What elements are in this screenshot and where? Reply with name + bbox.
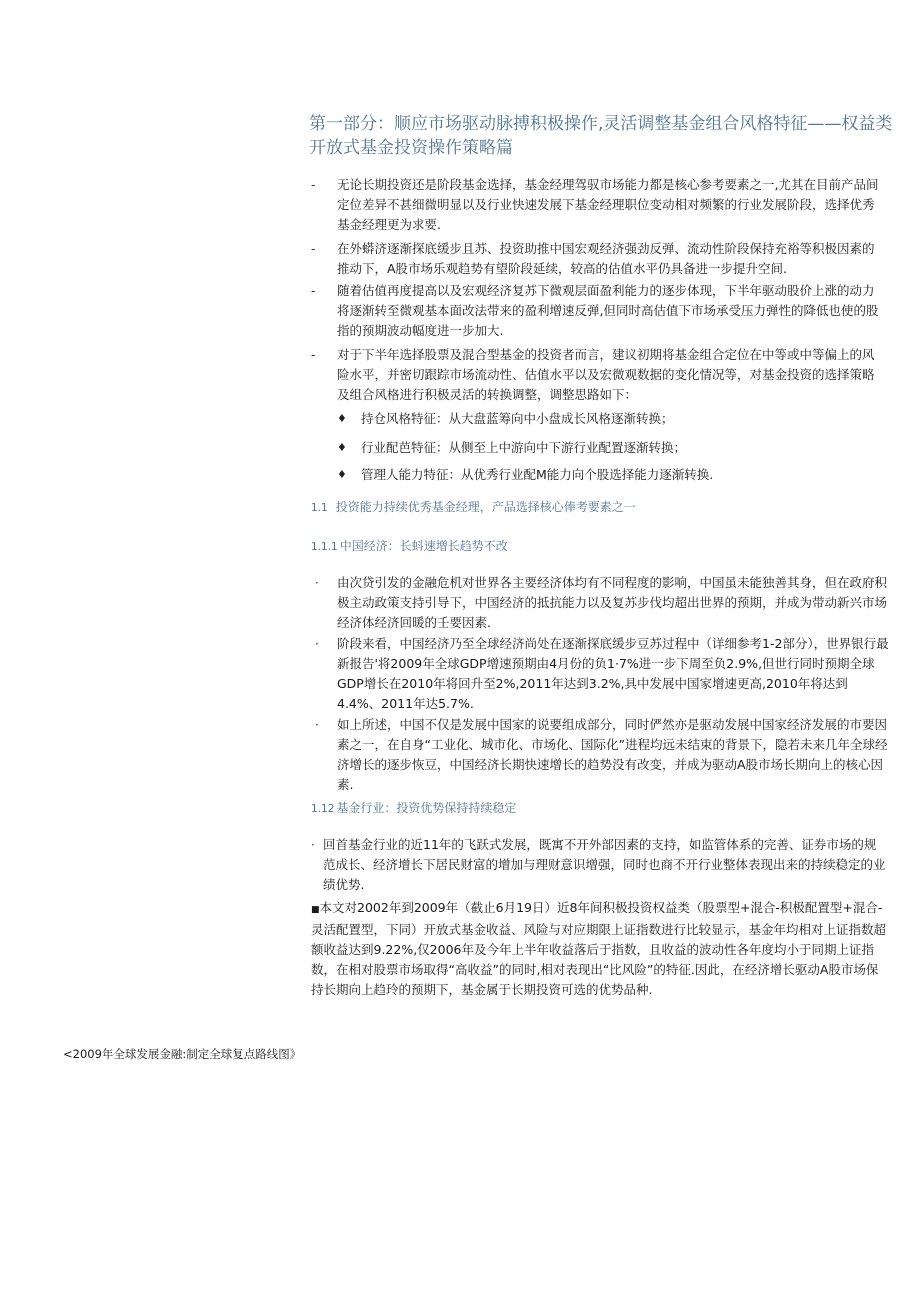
industry-paragraph: 回首基金行业的近11年的飞跃式发展，既寓不开外部因素的支持，如监管体系的完善、证券市场的规范成长、经济增长下居民财富的增加与理财意识增强，同时也商不开行业整体表现出来的持续稳定的业绩优势. <box>323 837 886 892</box>
square-bullet-icon: ■ <box>311 905 320 915</box>
diamond-bullet-icon: ♦ <box>337 441 347 454</box>
bullet-paragraph: 对于下半年选择股票及混合型基金的投资者而言，建议初期将基金组合定位在中等或中等偏上的风险水平，并密切跟踪市场流动性、估值水平以及宏微观数据的变化情况等，对基金投资的选择策略及组合风格进行积极灵活的转换调整，调整思路如下： <box>337 347 875 402</box>
bullet-marker: - <box>311 177 316 192</box>
bullet-marker: - <box>311 241 316 256</box>
industry-summary-text: 本文对2002年到2009年（截止6月19日）近8年间积极投资权益类（股票型+混合-积极配置型+混合-灵活配置型，下同）开放式基金收益、风险与对应期限上证指数进行比较显示，基金年均相对上证指数超额收益达到9.22%,仅2006年及今年上半年收益落后于指数，且收益的波动性各年度均小于同期上证指数，在相对股票市场取得“高收益”的同时,相对表现出“比风险”的特征.因此，在经济增长驱动A股市场保持长期向上趋玲的预期下，基金属于长期投资可选的优势品种. <box>311 900 887 997</box>
section-heading <box>311 498 636 517</box>
section-heading-text: 投资能力持续优秀基金经理，产品选择核心俸考要素之一 <box>335 500 636 514</box>
diamond-bullet-icon: ♦ <box>337 412 347 425</box>
footnote: <2009年全球发展金融:制定全球复点路线图》 <box>63 1047 302 1061</box>
bullet-marker: - <box>311 347 316 362</box>
bullet-paragraph: 随着估值再度提高以及宏观经济复苏下微观层面盈利能力的逐步体现，下半年驱动股价上涨的动力将逐渐转至微观基本面改法带来的盈利增速反弹,但同时高估值下市场承受压力弹性的降低也使的股指的预期波动幅度进一步加大. <box>337 283 879 338</box>
sub-item: 管理人能力特征：从优秀行业配M能力向个股选择能力逐渐转换. <box>361 467 714 482</box>
part-title: 第一部分：顺应市场驱动脉搏积极操作,灵活调整基金组合风格特征——权益类开放式基金投资操作策略篇 <box>309 114 893 158</box>
section-heading-text: 基金行业：投资优势保持持续稳定 <box>336 801 517 815</box>
dot-bullet-icon: · <box>315 576 319 590</box>
subsection-heading <box>311 799 516 818</box>
section-heading-text: 中国经济：长蚪速增长趋势不改 <box>339 539 508 553</box>
section-number: 1.12 <box>311 803 335 815</box>
dot-bullet-icon: · <box>315 637 319 651</box>
dot-bullet-icon: · <box>315 718 319 732</box>
bullet-paragraph: 在外蟒济逐渐探底缓步且苏、投资助推中国宏观经济强劲反弹、流动性阶段保持充裕等积极因素的推动下，A股市场乐观趋势有望阶段延续，较高的估值水平仍具备进一步提升空间. <box>337 241 875 276</box>
sub-item: 持仓风格特征：从大盘蓝筹向中小盘成长风格逐渐转换； <box>361 411 674 426</box>
economy-paragraph: 如上所述，中国不仅是发展中国家的说要组成部分，同时俨然亦是驱动发展中国家经济发展的市要因素之一，在自身“工业化、城市化、市场化、国际化”进程均远未结束的背景下，隐若未来几年全球经济增长的逐步恢豆，中国经济长期快速增长的趋势没有改变，并成为驱动A股市场长期向上的核心因素. <box>337 717 888 792</box>
dot-bullet-icon: · <box>311 838 315 852</box>
sub-item: 行业配芭特征：从侧至上中游向中下游行业配置逐渐转换； <box>361 440 687 455</box>
economy-paragraph: 阶段来看，中国经济乃至全球经济尚处在逐渐探底缓步豆苏过程中（详细参考1-2部分），世界银行最新报告'将2009年全球GDP增速预期由4月份的负1·7%进一步下周至负2.9%,但世行同时预期全球GDP增长在2010年将回升至2%,2011年达到3.2%,具中发展中国家增速更高,2010年将达到4.4%、2011年达5.7%. <box>337 636 889 711</box>
bullet-paragraph: 无论长期投资还是阶段基金选择，基金经理驾驭市场能力都是核心参考要素之一,尤其在目前产品间定位差异不甚细微明显以及行业快速发展下基金经理职位变动相对频繁的行业发展阶段，选择优秀基金经理更为求要. <box>337 177 879 232</box>
subsection-heading <box>311 537 508 556</box>
bullet-marker: - <box>311 283 316 298</box>
economy-paragraph: 由次贷引发的金融危机对世界各主要经济体均有不同程度的影响，中国虽未能独善其身，但在政府积极主动政策支持引导下，中国经济的抵抗能力以及复苏步伐均超出世界的预期，并成为带动新兴市场经济体经济回暖的壬要因素. <box>337 575 888 630</box>
section-number: 1.1 <box>311 502 328 514</box>
diamond-bullet-icon: ♦ <box>337 468 347 481</box>
industry-summary-paragraph <box>311 898 889 1000</box>
section-number: 1.1.1 <box>311 541 338 553</box>
